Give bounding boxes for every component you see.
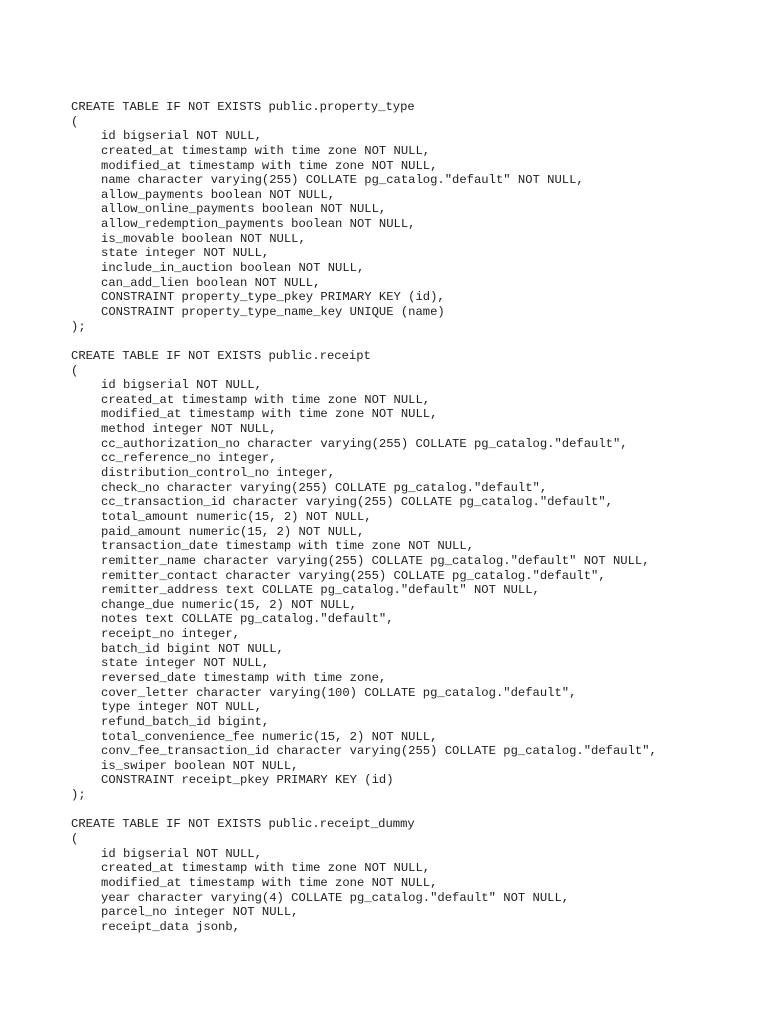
code-line: );: [71, 319, 86, 334]
code-line: can_add_lien boolean NOT NULL,: [101, 275, 321, 290]
code-line: CREATE TABLE IF NOT EXISTS public.receipt: [71, 348, 371, 363]
code-line: CREATE TABLE IF NOT EXISTS public.property_type: [71, 100, 415, 114]
code-line: check_no character varying(255) COLLATE pg_catalog."default",: [101, 480, 548, 495]
code-line: batch_id bigint NOT NULL,: [101, 641, 284, 656]
code-line: remitter_name character varying(255) COLLATE pg_catalog."default" NOT NULL,: [101, 553, 650, 568]
code-line: allow_payments boolean NOT NULL,: [101, 187, 336, 202]
code-line: year character varying(4) COLLATE pg_catalog."default" NOT NULL,: [101, 890, 570, 905]
code-line: paid_amount numeric(15, 2) NOT NULL,: [101, 524, 365, 539]
code-line: (: [71, 114, 79, 129]
code-line: reversed_date timestamp with time zone,: [101, 670, 387, 685]
blank-line: [71, 334, 751, 349]
code-line: receipt_data jsonb,: [101, 919, 240, 934]
code-line: cc_transaction_id character varying(255) COLLATE pg_catalog."default",: [101, 495, 613, 510]
code-line: (: [71, 832, 79, 847]
code-line: parcel_no integer NOT NULL,: [101, 905, 299, 920]
code-line: CONSTRAINT property_type_name_key UNIQUE (name): [101, 304, 445, 319]
code-line: notes text COLLATE pg_catalog."default",: [101, 612, 394, 627]
code-line: modified_at timestamp with time zone NOT NULL,: [101, 407, 438, 422]
code-line: type integer NOT NULL,: [101, 700, 262, 715]
code-line: );: [71, 788, 86, 803]
code-line: remitter_address text COLLATE pg_catalog."default" NOT NULL,: [101, 583, 540, 598]
code-line: modified_at timestamp with time zone NOT NULL,: [101, 158, 438, 173]
code-line: CONSTRAINT property_type_pkey PRIMARY KEY (id),: [101, 290, 445, 305]
code-line: receipt_no integer,: [101, 627, 240, 642]
code-line: remitter_contact character varying(255) COLLATE pg_catalog."default",: [101, 568, 606, 583]
code-line: allow_redemption_payments boolean NOT NULL,: [101, 217, 416, 232]
blank-line: [71, 803, 751, 818]
code-line: change_due numeric(15, 2) NOT NULL,: [101, 597, 357, 612]
code-line: total_amount numeric(15, 2) NOT NULL,: [101, 509, 372, 524]
code-line: created_at timestamp with time zone NOT NULL,: [101, 392, 431, 407]
code-line: CREATE TABLE IF NOT EXISTS public.receipt_dummy: [71, 817, 415, 832]
code-line: is_swiper boolean NOT NULL,: [101, 758, 299, 773]
code-line: conv_fee_transaction_id character varying(255) COLLATE pg_catalog."default",: [101, 744, 657, 759]
code-line: id bigserial NOT NULL,: [101, 846, 262, 861]
code-line: cover_letter character varying(100) COLLATE pg_catalog."default",: [101, 685, 577, 700]
code-line: distribution_control_no integer,: [101, 466, 336, 481]
code-line: cc_reference_no integer,: [101, 451, 277, 466]
code-line: name character varying(255) COLLATE pg_catalog."default" NOT NULL,: [101, 173, 584, 188]
code-line: include_in_auction boolean NOT NULL,: [101, 261, 365, 276]
code-line: CONSTRAINT receipt_pkey PRIMARY KEY (id): [101, 773, 394, 788]
code-line: refund_batch_id bigint,: [101, 714, 270, 729]
sql-document: [71, 100, 751, 935]
code-line: modified_at timestamp with time zone NOT NULL,: [101, 875, 438, 890]
code-line: transaction_date timestamp with time zone NOT NULL,: [101, 539, 474, 554]
code-line: total_convenience_fee numeric(15, 2) NOT NULL,: [101, 729, 438, 744]
code-line: state integer NOT NULL,: [101, 246, 270, 261]
code-line: (: [71, 363, 79, 378]
code-line: cc_authorization_no character varying(255) COLLATE pg_catalog."default",: [101, 436, 628, 451]
code-line: created_at timestamp with time zone NOT NULL,: [101, 143, 431, 158]
code-line: method integer NOT NULL,: [101, 422, 277, 437]
code-line: is_movable boolean NOT NULL,: [101, 231, 306, 246]
code-line: allow_online_payments boolean NOT NULL,: [101, 202, 387, 217]
code-line: state integer NOT NULL,: [101, 656, 270, 671]
code-line: id bigserial NOT NULL,: [101, 129, 262, 144]
code-line: id bigserial NOT NULL,: [101, 378, 262, 393]
code-line: created_at timestamp with time zone NOT NULL,: [101, 861, 431, 876]
